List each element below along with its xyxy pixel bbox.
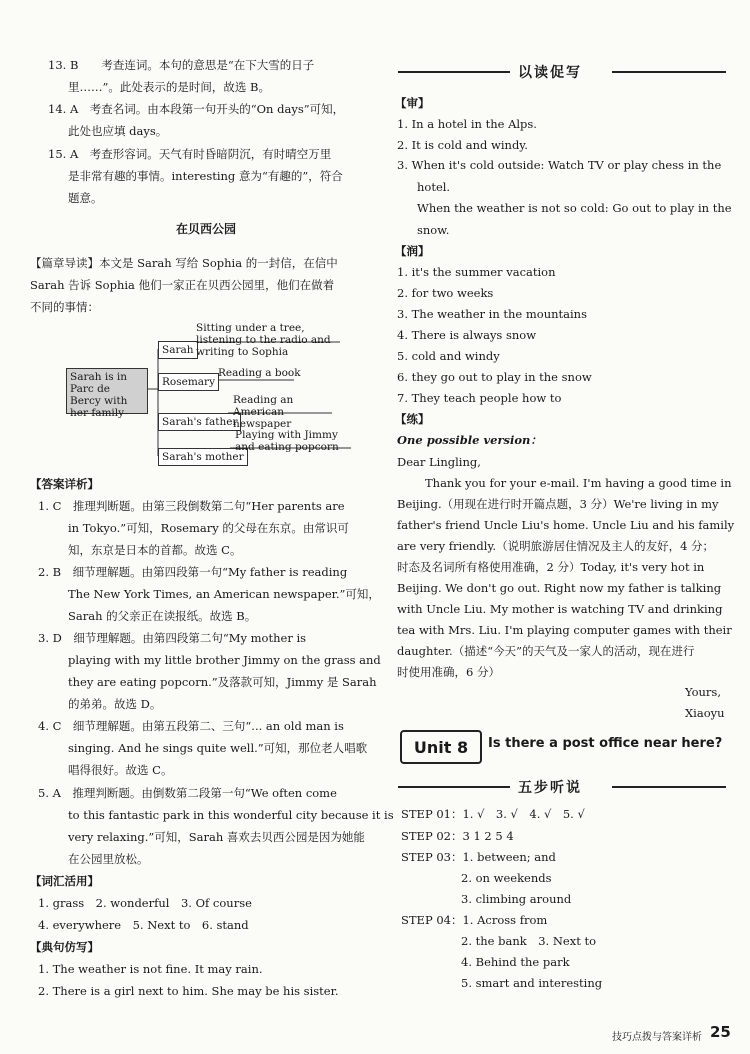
diagram-activity-sarah: Sitting under a tree, listening to the radio and writing to Sophia xyxy=(196,322,331,358)
run-2: 2. for two weeks xyxy=(397,286,494,300)
answer2-line3: Sarah 的父亲正在读报纸。故选 B。 xyxy=(68,609,257,623)
section-banner-listen-speak xyxy=(398,777,728,797)
answer1-line1: 1. C 推理判断题。由第三段倒数第二句“Her parents are xyxy=(38,499,345,513)
shen-header: 【审】 xyxy=(395,96,430,110)
answer3-line2: playing with my little brother Jimmy on the grass and xyxy=(68,653,381,667)
run-6: 6. they go out to play in the snow xyxy=(397,370,592,384)
letter-line10: 时使用准确，6 分） xyxy=(397,665,500,679)
diagram-person-father: Sarah's father xyxy=(158,413,241,431)
guide-line1: 【篇章导读】本文是 Sarah 写给 Sophia 的一封信，在信中 xyxy=(30,256,338,270)
version-label: One possible version： xyxy=(397,433,542,447)
answer4-line2: singing. And he sings quite well.”可知，那位老人唱歌 xyxy=(68,741,368,755)
section-banner-read-write xyxy=(398,62,728,82)
q13-line2: 里……”。此处表示的是时间，故选 B。 xyxy=(68,80,270,94)
q15-line1: 15. A 考查形容词。天气有时昏暗阴沉，有时晴空万里 xyxy=(48,147,332,161)
letter-line2: Beijing.（用现在进行时开篇点题，3 分）We're living in my xyxy=(397,497,719,511)
shen-3a: 3. When it's cold outside: Watch TV or play chess in the xyxy=(397,158,722,172)
letter-line9: daughter.（描述“今天”的天气及一家人的活动，现在进行 xyxy=(397,644,695,658)
diagram-activity-mother: Playing with Jimmy and eating popcorn xyxy=(235,429,339,453)
step02: STEP 02：3 1 2 5 4 xyxy=(401,829,514,843)
letter-line5: 时态及名词所有格使用准确，2 分）Today, it's very hot in xyxy=(397,560,705,574)
step03-2: 2. on weekends xyxy=(461,871,552,885)
answers-header: 【答案详析】 xyxy=(30,477,99,491)
answer4-line3: 唱得很好。故选 C。 xyxy=(68,763,173,777)
passage-title: 在贝西公园 xyxy=(176,222,237,236)
answer5-line1: 5. A 推理判断题。由倒数第二段第一句“We often come xyxy=(38,786,337,800)
answer1-line3: 知，东京是日本的首都。故选 C。 xyxy=(68,543,242,557)
answer4-line1: 4. C 细节理解题。由第五段第二、三句“... an old man is xyxy=(38,719,344,733)
answer2-line1: 2. B 细节理解题。由第四段第一句“My father is reading xyxy=(38,565,348,579)
run-7: 7. They teach people how to xyxy=(397,391,562,405)
letter-closing: Yours, xyxy=(685,685,721,699)
run-1: 1. it's the summer vacation xyxy=(397,265,556,279)
diagram-activity-father: Reading an American newspaper xyxy=(233,394,294,430)
answer5-line4: 在公园里放松。 xyxy=(68,852,149,866)
letter-line6: Beijing. We don't go out. Right now my father is talking xyxy=(397,581,722,595)
letter-line8: tea with Mrs. Liu. I'm playing computer games with their xyxy=(397,623,732,637)
diagram-person-sarah: Sarah xyxy=(158,341,198,359)
shen-1: 1. In a hotel in the Alps. xyxy=(397,117,537,131)
family-activity-diagram xyxy=(66,322,366,470)
vocab-header: 【词汇活用】 xyxy=(30,874,99,888)
answer5-line2: to this fantastic park in this wonderful city because it is xyxy=(68,808,394,822)
shen-2: 2. It is cold and windy. xyxy=(397,138,528,152)
sentence-line2: 2. There is a girl next to him. She may be his sister. xyxy=(38,984,339,998)
answer3-line4: 的弟弟。故选 D。 xyxy=(68,697,162,711)
step03-3: 3. climbing around xyxy=(461,892,572,906)
step04-4: 5. smart and interesting xyxy=(461,976,603,990)
diagram-activity-rosemary: Reading a book xyxy=(218,367,301,379)
letter-line1: Thank you for your e-mail. I'm having a good time in xyxy=(425,476,732,490)
letter-greeting: Dear Lingling, xyxy=(397,455,481,469)
run-5: 5. cold and windy xyxy=(397,349,500,363)
step04-1: STEP 04：1. Across from xyxy=(401,913,548,927)
step04-3: 4. Behind the park xyxy=(461,955,570,969)
shen-3b: hotel. xyxy=(417,180,451,194)
banner-listen-speak-title: 五步听说 xyxy=(518,780,582,796)
letter-line3: father's friend Uncle Liu's home. Uncle Liu and his family xyxy=(397,518,735,532)
vocab-line1: 1. grass 2. wonderful 3. Of course xyxy=(38,896,252,910)
letter-signature: Xiaoyu xyxy=(685,706,725,720)
run-header: 【润】 xyxy=(395,244,430,258)
guide-line3: 不同的事情： xyxy=(30,300,99,314)
diagram-center-box: Sarah is in Parc de Bercy with her family xyxy=(66,368,148,414)
letter-line4: are very friendly.（说明旅游居住情况及主人的友好，4 分； xyxy=(397,539,715,553)
run-3: 3. The weather in the mountains xyxy=(397,307,587,321)
sentence-header: 【典句仿写】 xyxy=(30,940,99,954)
letter-line7: with Uncle Liu. My mother is watching TV and drinking xyxy=(397,602,723,616)
answer3-line3: they are eating popcorn.”及落款可知，Jimmy 是 Sarah xyxy=(68,675,377,689)
q14-line2: 此处也应填 days。 xyxy=(68,124,168,138)
footer-text: 技巧点拨与答案详析 xyxy=(612,1032,702,1043)
step04-2: 2. the bank 3. Next to xyxy=(461,934,597,948)
q14-line1: 14. A 考查名词。由本段第一句开头的“On days”可知， xyxy=(48,102,345,116)
sentence-line1: 1. The weather is not fine. It may rain. xyxy=(38,962,263,976)
answer1-line2: in Tokyo.”可知，Rosemary 的父母在东京。由常识可 xyxy=(68,521,349,535)
lian-header: 【练】 xyxy=(395,412,430,426)
q15-line3: 题意。 xyxy=(68,191,103,205)
run-4: 4. There is always snow xyxy=(397,328,537,342)
shen-3c: When the weather is not so cold: Go out to play in the xyxy=(417,201,732,215)
unit-label-box: Unit 8 xyxy=(400,730,482,764)
q13-line1: 13. B 考查连词。本句的意思是“在下大雪的日子 xyxy=(48,58,315,72)
step01: STEP 01：1. √ 3. √ 4. √ 5. √ xyxy=(401,807,585,821)
unit-title: Is there a post office near here? xyxy=(488,736,723,751)
shen-3d: snow. xyxy=(417,223,450,237)
guide-line2: Sarah 告诉 Sophia 他们一家正在贝西公园里，他们在做着 xyxy=(30,278,335,292)
answer3-line1: 3. D 细节理解题。由第四段第二句“My mother is xyxy=(38,631,307,645)
q15-line2: 是非常有趣的事情。interesting 意为“有趣的”，符合 xyxy=(68,169,343,183)
diagram-person-mother: Sarah's mother xyxy=(158,448,248,466)
banner-read-write-title: 以读促写 xyxy=(518,65,582,81)
answer5-line3: very relaxing.”可知，Sarah 喜欢去贝西公园是因为她能 xyxy=(68,830,365,844)
step03-1: STEP 03：1. between; and xyxy=(401,850,556,864)
page-number: 25 xyxy=(710,1023,731,1041)
answer2-line2: The New York Times, an American newspaper.”可知， xyxy=(68,587,380,601)
diagram-person-rosemary: Rosemary xyxy=(158,373,219,391)
vocab-line2: 4. everywhere 5. Next to 6. stand xyxy=(38,918,249,932)
